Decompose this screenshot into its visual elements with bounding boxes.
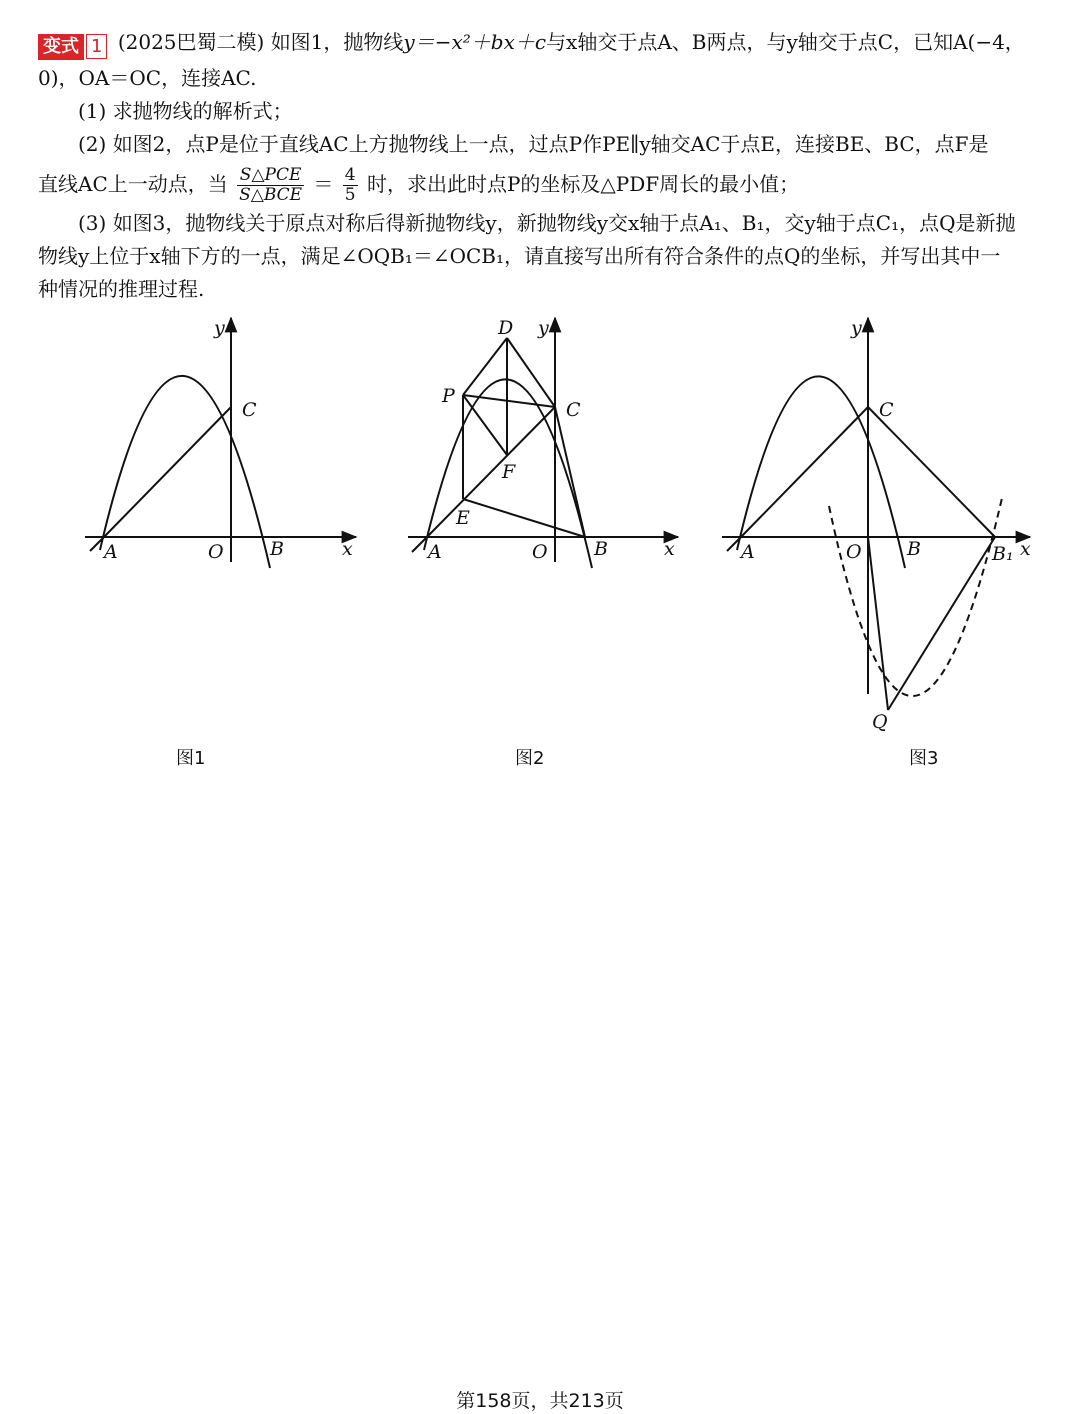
problem-intro-b: 与x轴交于点A、B两点，与y轴交于点C，已知A(−4， [546,30,1025,54]
problem-line-2 [38,62,1038,95]
fig2-label-d: D [498,317,514,339]
problem-intro-a: 如图1，抛物线 [270,30,404,54]
part-2-text-b: 直线AC上一动点，当 [38,172,228,196]
value-fraction [343,166,358,205]
fig2-segment-pd [463,338,507,395]
fig3-label-o: O [846,541,862,563]
fig1-label-b: B [270,538,284,560]
figure-3 [722,318,1030,710]
part-2-text-c: 时，求出此时点P的坐标及△PDF周长的最小值； [366,172,800,196]
fig3-label-y: y [851,317,862,339]
fig3-segment-cb1 [868,407,995,537]
part-3-text-a: (3) 如图3，抛物线关于原点对称后得新抛物线y，新抛物线y交x轴于点A₁、B₁，交y轴于点C₁，点Q是新抛 [78,211,1016,235]
figure-2 [408,318,678,568]
fig2-label-e: E [456,507,470,529]
area-ratio-numerator: S△PCE [237,166,304,186]
page-footer: 第158页，共213页 [456,1390,624,1412]
fig3-label-q: Q [872,711,888,733]
problem-intro-c: 0)，OA＝OC，连接AC. [38,66,257,90]
fig1-label-a: A [104,541,118,563]
problem-line-1 [38,26,1038,62]
fig1-line-ac [104,407,231,537]
figures-area [0,300,1080,780]
equals-sign: ＝ [313,172,334,196]
problem-equation: y＝−x²＋bx＋c [403,30,547,54]
value-denominator: 5 [344,185,356,205]
fig2-segment-pf [463,395,507,455]
fig2-caption: 图2 [515,748,545,769]
figures-svg [0,300,1080,780]
figure-1-labels [102,317,353,769]
part-2-text-a: (2) 如图2，点P是位于直线AC上方抛物线上一点，过点P作PE∥y轴交AC于点E，连接BE、BC，点F是 [78,132,989,156]
value-numerator: 4 [344,165,356,185]
figure-1 [85,318,356,568]
part-1 [38,95,1038,128]
fig1-label-c: C [242,399,257,421]
area-ratio-denominator: S△BCE [239,185,303,205]
fig3-line-ac [741,407,868,537]
fig2-label-c: C [566,399,581,421]
part-1-text: (1) 求抛物线的解析式； [78,99,293,123]
fig3-label-b1: B₁ [992,543,1014,565]
part-3-text-b: 物线y上位于x轴下方的一点，满足∠OQB₁＝∠OCB₁，请直接写出所有符合条件的点Q的坐标，并写出其中一 [38,244,1001,268]
fig3-segment-oq [868,537,888,710]
fig1-label-o: O [208,541,224,563]
fig2-segment-be [463,499,585,537]
part-3-line-2 [38,240,1038,273]
variant-badge [38,29,107,62]
variant-badge-number: 1 [86,34,107,59]
part-2-line-2 [38,161,1038,207]
fig2-label-x: x [664,538,675,560]
fig3-label-c: C [879,399,894,421]
fig2-label-p: P [442,385,455,407]
figure-2-labels [426,317,675,769]
problem-source: (2025巴蜀二模) [117,30,265,54]
fig3-label-x: x [1020,538,1031,560]
fig1-label-x: x [342,538,353,560]
fig3-caption: 图3 [909,748,939,769]
fig2-label-b: B [594,538,608,560]
area-ratio-fraction [237,166,304,205]
fig3-label-b: B [907,538,921,560]
fig2-label-y: y [538,317,549,339]
problem-text [38,26,1038,306]
part-3-text-c: 种情况的推理过程. [38,277,205,301]
fig2-label-a: A [428,541,442,563]
fig1-caption: 图1 [176,748,206,769]
fig3-label-a: A [741,541,755,563]
part-2-line-1 [38,128,1038,161]
figure-3-labels [739,317,1031,769]
fig2-label-o: O [532,541,548,563]
variant-badge-label: 变式 [38,34,84,60]
part-3-line-1 [38,207,1038,240]
fig2-label-f: F [502,461,516,483]
fig2-segment-bc [555,407,585,537]
fig1-label-y: y [214,317,225,339]
